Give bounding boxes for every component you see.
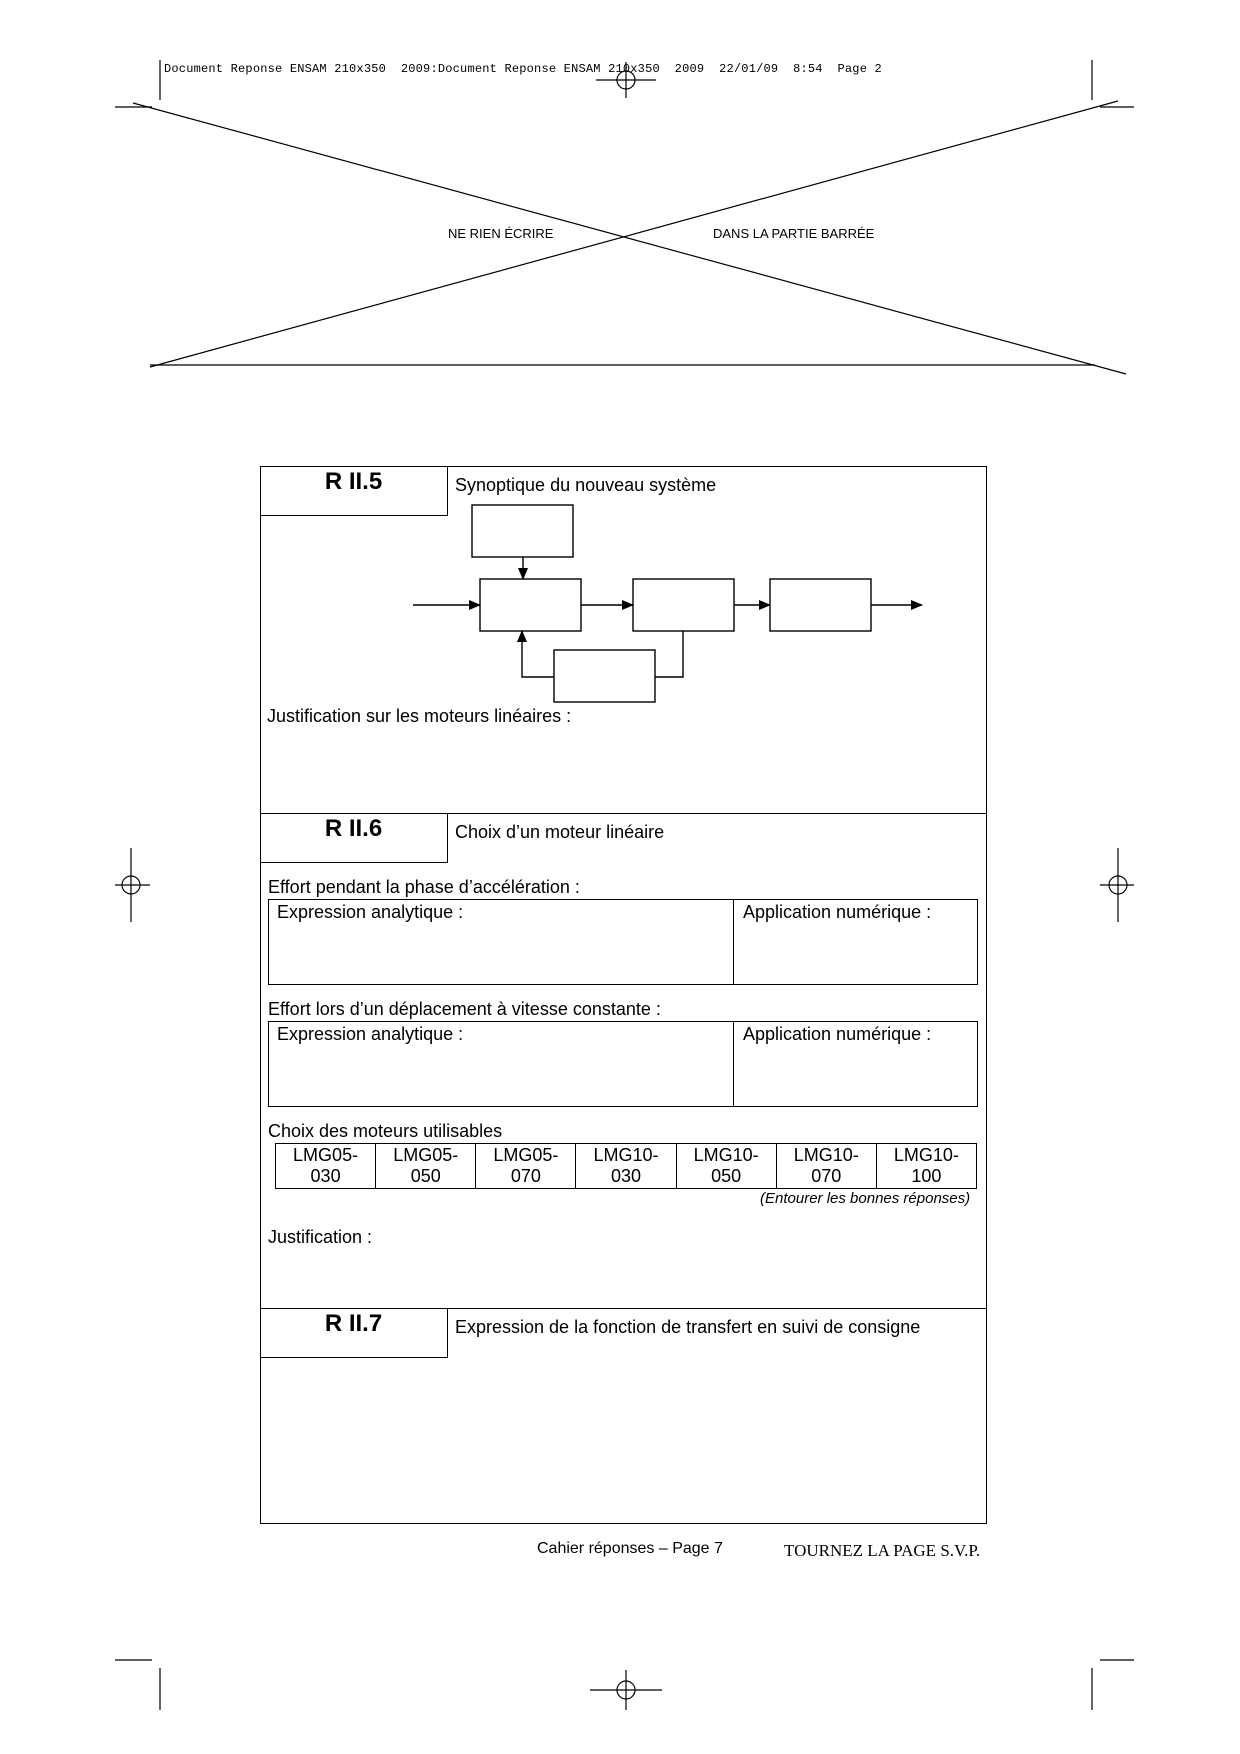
section-label-r-ii-6: R II.6	[260, 813, 448, 863]
motor-option-series: LMG05-	[493, 1145, 559, 1165]
expr-label: Expression analytique :	[277, 902, 464, 922]
app-label: Application numérique :	[743, 902, 932, 922]
justification-r-ii-6: Justification :	[268, 1227, 373, 1247]
motor-option-number: 030	[610, 1166, 642, 1186]
app-label: Application numérique :	[743, 1024, 932, 1044]
justification-r-ii-5: Justification sur les moteurs linéaires :	[267, 706, 572, 726]
motor-option[interactable]	[576, 1144, 676, 1189]
footer-turn-page: TOURNEZ LA PAGE S.V.P.	[784, 1541, 981, 1560]
motor-option-series: LMG05-	[393, 1145, 459, 1165]
motor-option[interactable]	[276, 1144, 376, 1189]
motor-option-number: 050	[711, 1166, 742, 1186]
motor-option[interactable]	[776, 1144, 876, 1189]
block-diagram	[400, 500, 940, 710]
motor-option[interactable]	[476, 1144, 576, 1189]
effort-const-label: Effort lors d’un déplacement à vitesse constante :	[268, 999, 661, 1019]
footer-page-number: Cahier réponses – Page 7	[537, 1540, 723, 1557]
section-label-r-ii-7: R II.7	[260, 1308, 448, 1358]
motor-option[interactable]	[876, 1144, 976, 1189]
block-middle	[633, 579, 734, 631]
box-divider	[733, 900, 734, 984]
motors-table	[275, 1143, 977, 1189]
selection-note: (Entourer les bonnes réponses)	[760, 1190, 971, 1207]
barred-text-left: NE RIEN ÉCRIRE	[448, 226, 554, 241]
motor-option-series: LMG05-	[293, 1145, 359, 1165]
motor-option[interactable]	[376, 1144, 476, 1189]
section-label-r-ii-5: R II.5	[260, 466, 448, 516]
block-top	[472, 505, 573, 557]
motor-option-number: 030	[310, 1166, 341, 1186]
motor-option-series: LMG10-	[893, 1145, 959, 1165]
section-title-r-ii-6: Choix d’un moteur linéaire	[455, 822, 665, 842]
section-title-r-ii-7: Expression de la fonction de transfert en suivi de consigne	[455, 1317, 921, 1337]
effort-accel-box[interactable]	[268, 899, 978, 985]
motor-option-number: 050	[410, 1166, 441, 1186]
block-feedback	[554, 650, 655, 702]
motor-option-number: 070	[510, 1166, 541, 1186]
motor-option-series: LMG10-	[693, 1145, 759, 1165]
block-output	[770, 579, 871, 631]
motor-option[interactable]	[676, 1144, 776, 1189]
block-input	[480, 579, 581, 631]
barred-text-right: DANS LA PARTIE BARRÉE	[713, 226, 875, 241]
feedback-arrow	[522, 631, 554, 677]
feedback-line	[655, 631, 683, 677]
motor-option-series: LMG10-	[593, 1145, 659, 1165]
motors-heading: Choix des moteurs utilisables	[268, 1121, 503, 1141]
section-title-r-ii-5: Synoptique du nouveau système	[455, 475, 717, 495]
motor-option-number: 100	[911, 1166, 942, 1186]
motor-option-number: 070	[811, 1166, 842, 1186]
barred-zone	[133, 101, 1126, 374]
box-divider	[733, 1022, 734, 1106]
effort-const-box[interactable]	[268, 1021, 978, 1107]
expr-label: Expression analytique :	[277, 1024, 464, 1044]
print-header: Document Reponse ENSAM 210x350 2009:Document Reponse ENSAM 210x350 2009 22/01/09 8:54 Page 2	[164, 62, 882, 76]
effort-accel-label: Effort pendant la phase d’accélération :	[268, 877, 580, 897]
motor-option-series: LMG10-	[793, 1145, 859, 1165]
